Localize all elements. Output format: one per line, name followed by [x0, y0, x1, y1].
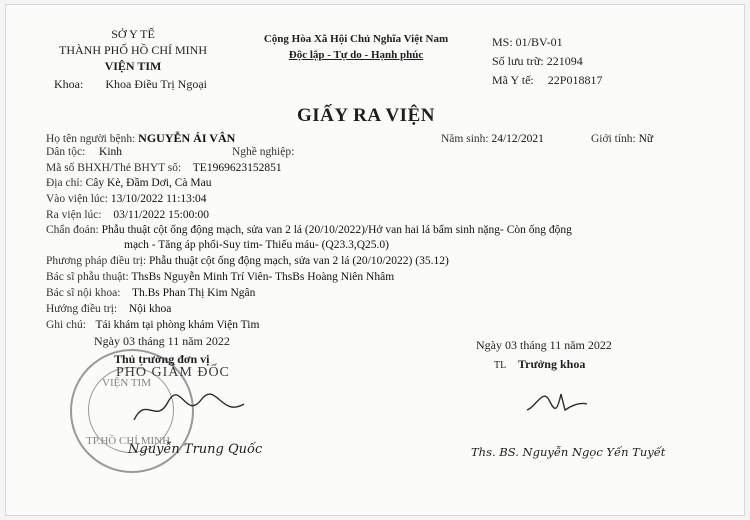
internist-row [46, 287, 255, 299]
insurance-value: TE1969623152851 [192, 162, 282, 174]
address-value: Cây Kè, Đầm Dơi, Cà Mau [85, 177, 212, 189]
right-sign-date: Ngày 03 tháng 11 năm 2022 [476, 338, 612, 352]
left-sign-role: Thủ trưởng đơn vị [114, 352, 210, 366]
city-name: THÀNH PHỐ HỒ CHÍ MINH [59, 43, 207, 57]
hospital-name: VIỆN TIM [104, 59, 162, 73]
note-value: Tái khám tại phòng khám Viện Tim [95, 319, 260, 331]
medical-code-label: Mã Y tế: [492, 73, 534, 87]
department-value: Khoa Điều Trị Ngoại [105, 77, 207, 91]
document-title: GIẤY RA VIỆN [297, 105, 435, 126]
insurance-row [46, 162, 282, 174]
occupation-label: Nghề nghiệp: [232, 146, 295, 158]
storage-number-row [492, 52, 602, 71]
admission-label: Vào viện lúc: [46, 193, 108, 205]
ethnicity-row [46, 146, 122, 158]
storage-value: 221094 [546, 54, 583, 68]
note-label: Ghi chú: [46, 319, 86, 331]
gender-value: Nữ [638, 133, 654, 145]
internist-value: Th.Bs Phan Thị Kim Ngân [131, 287, 256, 299]
treatment-method-label: Phương pháp điều trị: [46, 255, 147, 267]
left-sign-date: Ngày 03 tháng 11 năm 2022 [94, 334, 230, 348]
name-label: Họ tên người bệnh: [46, 133, 136, 145]
admission-row [46, 193, 207, 205]
discharge-label: Ra viện lúc: [46, 209, 102, 221]
diagnosis-row [46, 224, 572, 236]
treatment-method-row [46, 255, 449, 267]
surgeon-label: Bác sĩ phẫu thuật: [46, 271, 129, 283]
stamp-ring-top: VIỆN TIM [102, 377, 151, 389]
note-row [46, 319, 259, 331]
gender-label: Giới tính: [591, 133, 636, 145]
admission-value: 13/10/2022 11:13:04 [110, 193, 207, 205]
surgeon-value: ThsBs Nguyễn Minh Trí Viên- ThsBs Hoàng Niên Nhâm [131, 271, 395, 283]
medical-code-row [492, 71, 602, 90]
name-row [46, 131, 235, 146]
right-signature-mark [521, 380, 591, 420]
discharge-paper [5, 4, 745, 516]
direction-value: Nội khoa [128, 303, 172, 315]
stamp-ring-bottom: TP.HỒ CHÍ MINH [86, 435, 171, 447]
diagnosis-line-1: Phẫu thuật cột ống động mạch, sửa van 2 lá (20/10/2022)/Hở van hai lá bẩm sinh nặng- Còn ống động [101, 224, 572, 236]
ethnicity-label: Dân tộc: [46, 146, 86, 158]
discharge-row [46, 209, 209, 221]
header-right [492, 33, 602, 90]
right-sign-prefix: TL [494, 360, 507, 371]
medical-code-value: 22P018817 [547, 73, 603, 87]
header-center [256, 33, 456, 61]
insurance-label: Mã số BHXH/Thẻ BHYT số: [46, 162, 182, 174]
gender-row [591, 133, 653, 145]
national-motto: Độc lập - Tự do - Hạnh phúc [288, 49, 424, 61]
department-label: Khoa: [54, 77, 84, 91]
storage-label: Số lưu trữ: [492, 54, 544, 68]
stamp-title: PHÓ GIÁM ĐỐC [116, 365, 230, 380]
occupation-row [232, 146, 294, 158]
direction-row [46, 303, 171, 315]
internist-label: Bác sĩ nội khoa: [46, 287, 121, 299]
diagnosis-line-2: mạch - Tăng áp phổi-Suy tim- Thiếu máu- (Q23.3,Q25.0) [124, 239, 389, 251]
dob-row [441, 133, 544, 145]
form-code: MS: 01/BV-01 [492, 35, 563, 49]
name-value: NGUYỄN ÁI VÂN [138, 131, 236, 145]
left-signature-mark [126, 390, 256, 430]
ethnicity-value: Kinh [99, 146, 123, 158]
country-name: Cộng Hòa Xã Hội Chủ Nghĩa Việt Nam [263, 33, 449, 45]
right-signer-name: Ths. BS. Nguyễn Ngọc Yến Tuyết [471, 445, 666, 459]
diagnosis-row-2 [124, 239, 389, 251]
department-row [54, 77, 207, 92]
right-sign-role: Trưởng khoa [518, 357, 586, 371]
right-sign-role-row [494, 357, 585, 372]
discharge-value: 03/11/2022 15:00:00 [113, 209, 210, 221]
direction-label: Hướng điều trị: [46, 303, 118, 315]
address-label: Địa chỉ: [46, 177, 83, 189]
treatment-method-value: Phẫu thuật cột ống động mạch, sửa van 2 lá (20/10/2022) (35.12) [149, 255, 449, 267]
address-row [46, 177, 211, 189]
header-left [58, 27, 208, 74]
dob-value: 24/12/2021 [491, 133, 544, 145]
diagnosis-label: Chẩn đoán: [46, 224, 99, 236]
health-dept: SỞ Y TẾ [111, 27, 155, 41]
left-signer-name: Nguyễn Trung Quốc [128, 442, 263, 457]
surgeon-row [46, 271, 394, 283]
dob-label: Năm sinh: [441, 133, 489, 145]
